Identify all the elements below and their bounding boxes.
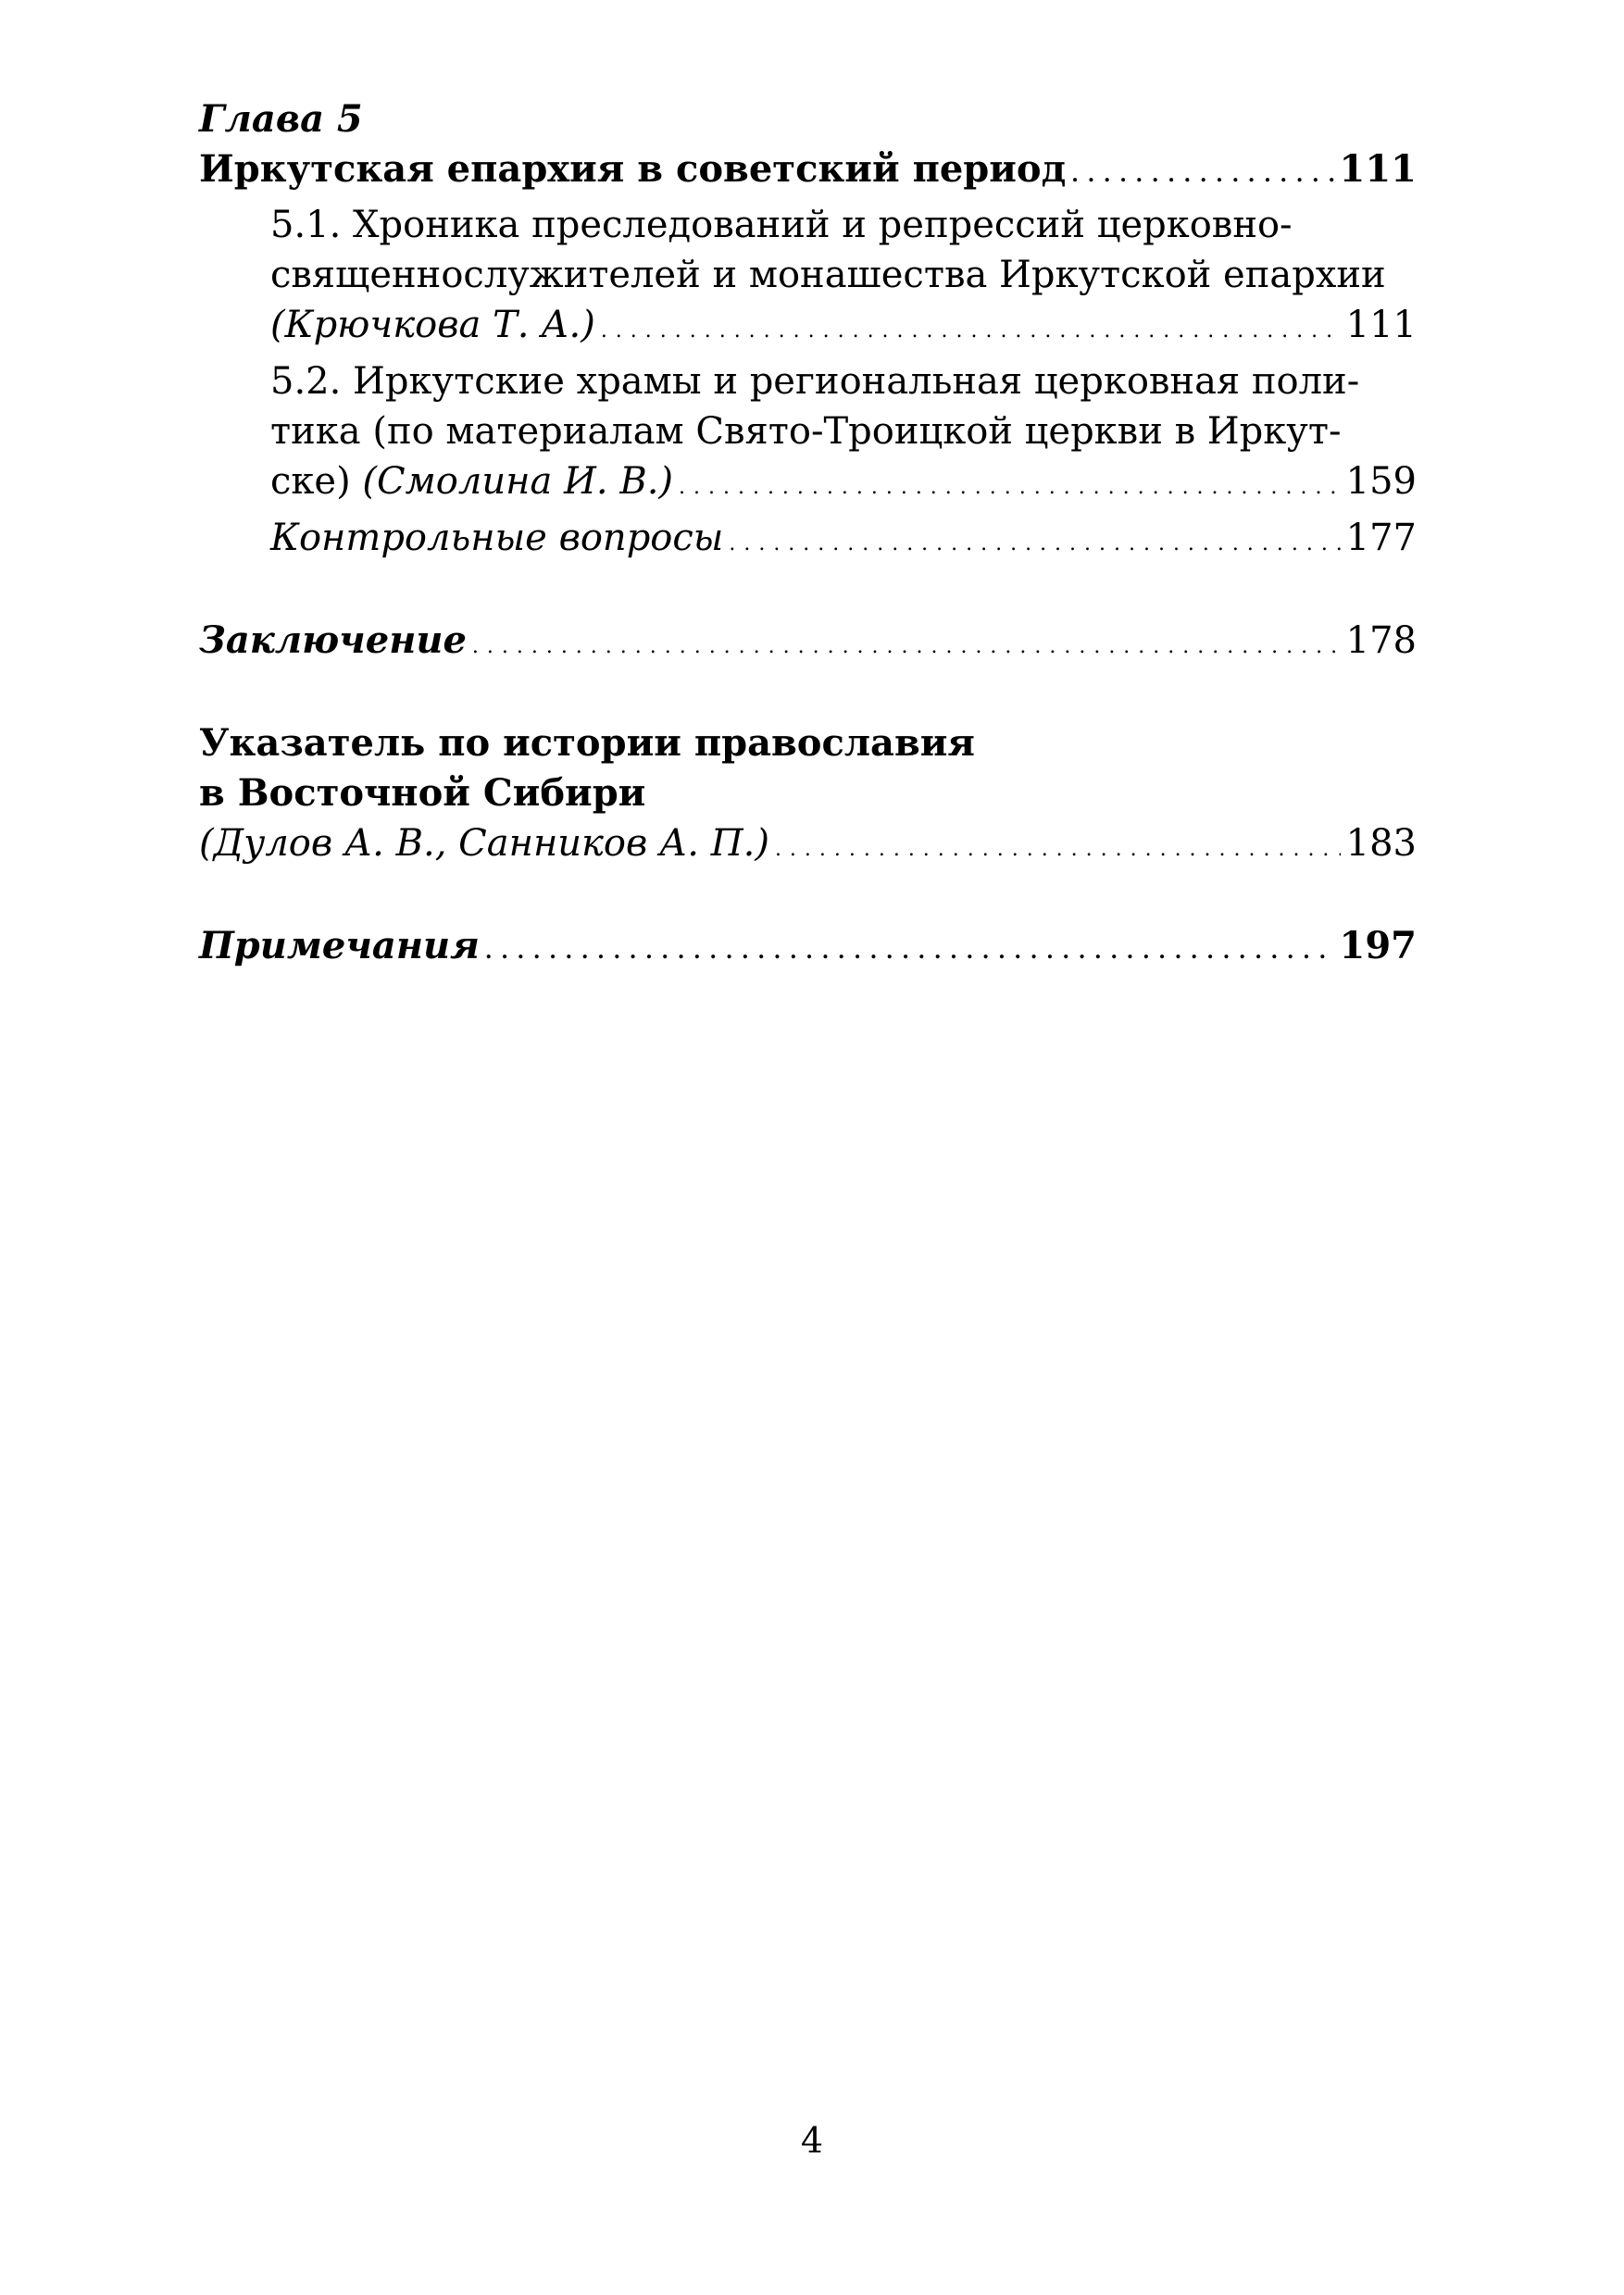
table-of-contents (199, 94, 1417, 977)
page-ref: 183 (1345, 822, 1417, 865)
toc-entry-notes[interactable] (199, 921, 1417, 977)
dot-leader (729, 513, 1340, 569)
entry-text-line: ске) (270, 460, 363, 503)
entry-text-line: 5.1. Хроника преследований и репрессий церковно- (270, 204, 1293, 246)
page-ref: 178 (1345, 619, 1417, 662)
entry-text-line: 5.2. Иркутские храмы и региональная церковная поли- (270, 360, 1360, 403)
entry-title: Контрольные вопросы (270, 517, 724, 559)
entry-title: Примечания (199, 924, 480, 967)
dot-leader (485, 921, 1334, 977)
entry-author: (Дулов А. В., Санников А. П.) (199, 822, 769, 865)
toc-entry-5-1[interactable] (199, 200, 1417, 356)
dot-leader (1071, 144, 1333, 200)
page-ref: 197 (1339, 924, 1417, 967)
entry-author: (Крючкова Т. А.) (270, 304, 595, 346)
entry-title: Заключение (199, 618, 467, 662)
dot-leader (679, 456, 1341, 513)
entry-author: (Смолина И. В.) (362, 460, 674, 503)
entry-title-line: Указатель по истории православия (199, 721, 975, 765)
dot-leader (472, 616, 1341, 672)
page-ref: 111 (1345, 304, 1417, 346)
toc-entry-5-2[interactable] (199, 356, 1417, 513)
dot-leader (775, 818, 1341, 875)
page-ref: 159 (1345, 460, 1417, 503)
entry-text-line: священнослужителей и монашества Иркутской епархии (270, 254, 1386, 296)
chapter-label: Глава 5 (199, 97, 363, 141)
page-number: 4 (800, 2120, 824, 2161)
chapter-title: Иркутская епархия в советский период (199, 147, 1067, 191)
page-ref: 177 (1345, 517, 1417, 559)
toc-entry-chapter-5[interactable] (199, 144, 1417, 200)
page-ref: 111 (1339, 147, 1417, 191)
toc-entry-questions[interactable] (199, 513, 1417, 569)
toc-entry-conclusion[interactable] (199, 616, 1417, 672)
toc-entry-index[interactable] (199, 718, 1417, 875)
entry-title-line: в Восточной Сибири (199, 771, 646, 815)
dot-leader (601, 300, 1341, 356)
entry-text-line: тика (по материалам Свято-Троицкой церкви в Иркут- (270, 410, 1342, 453)
